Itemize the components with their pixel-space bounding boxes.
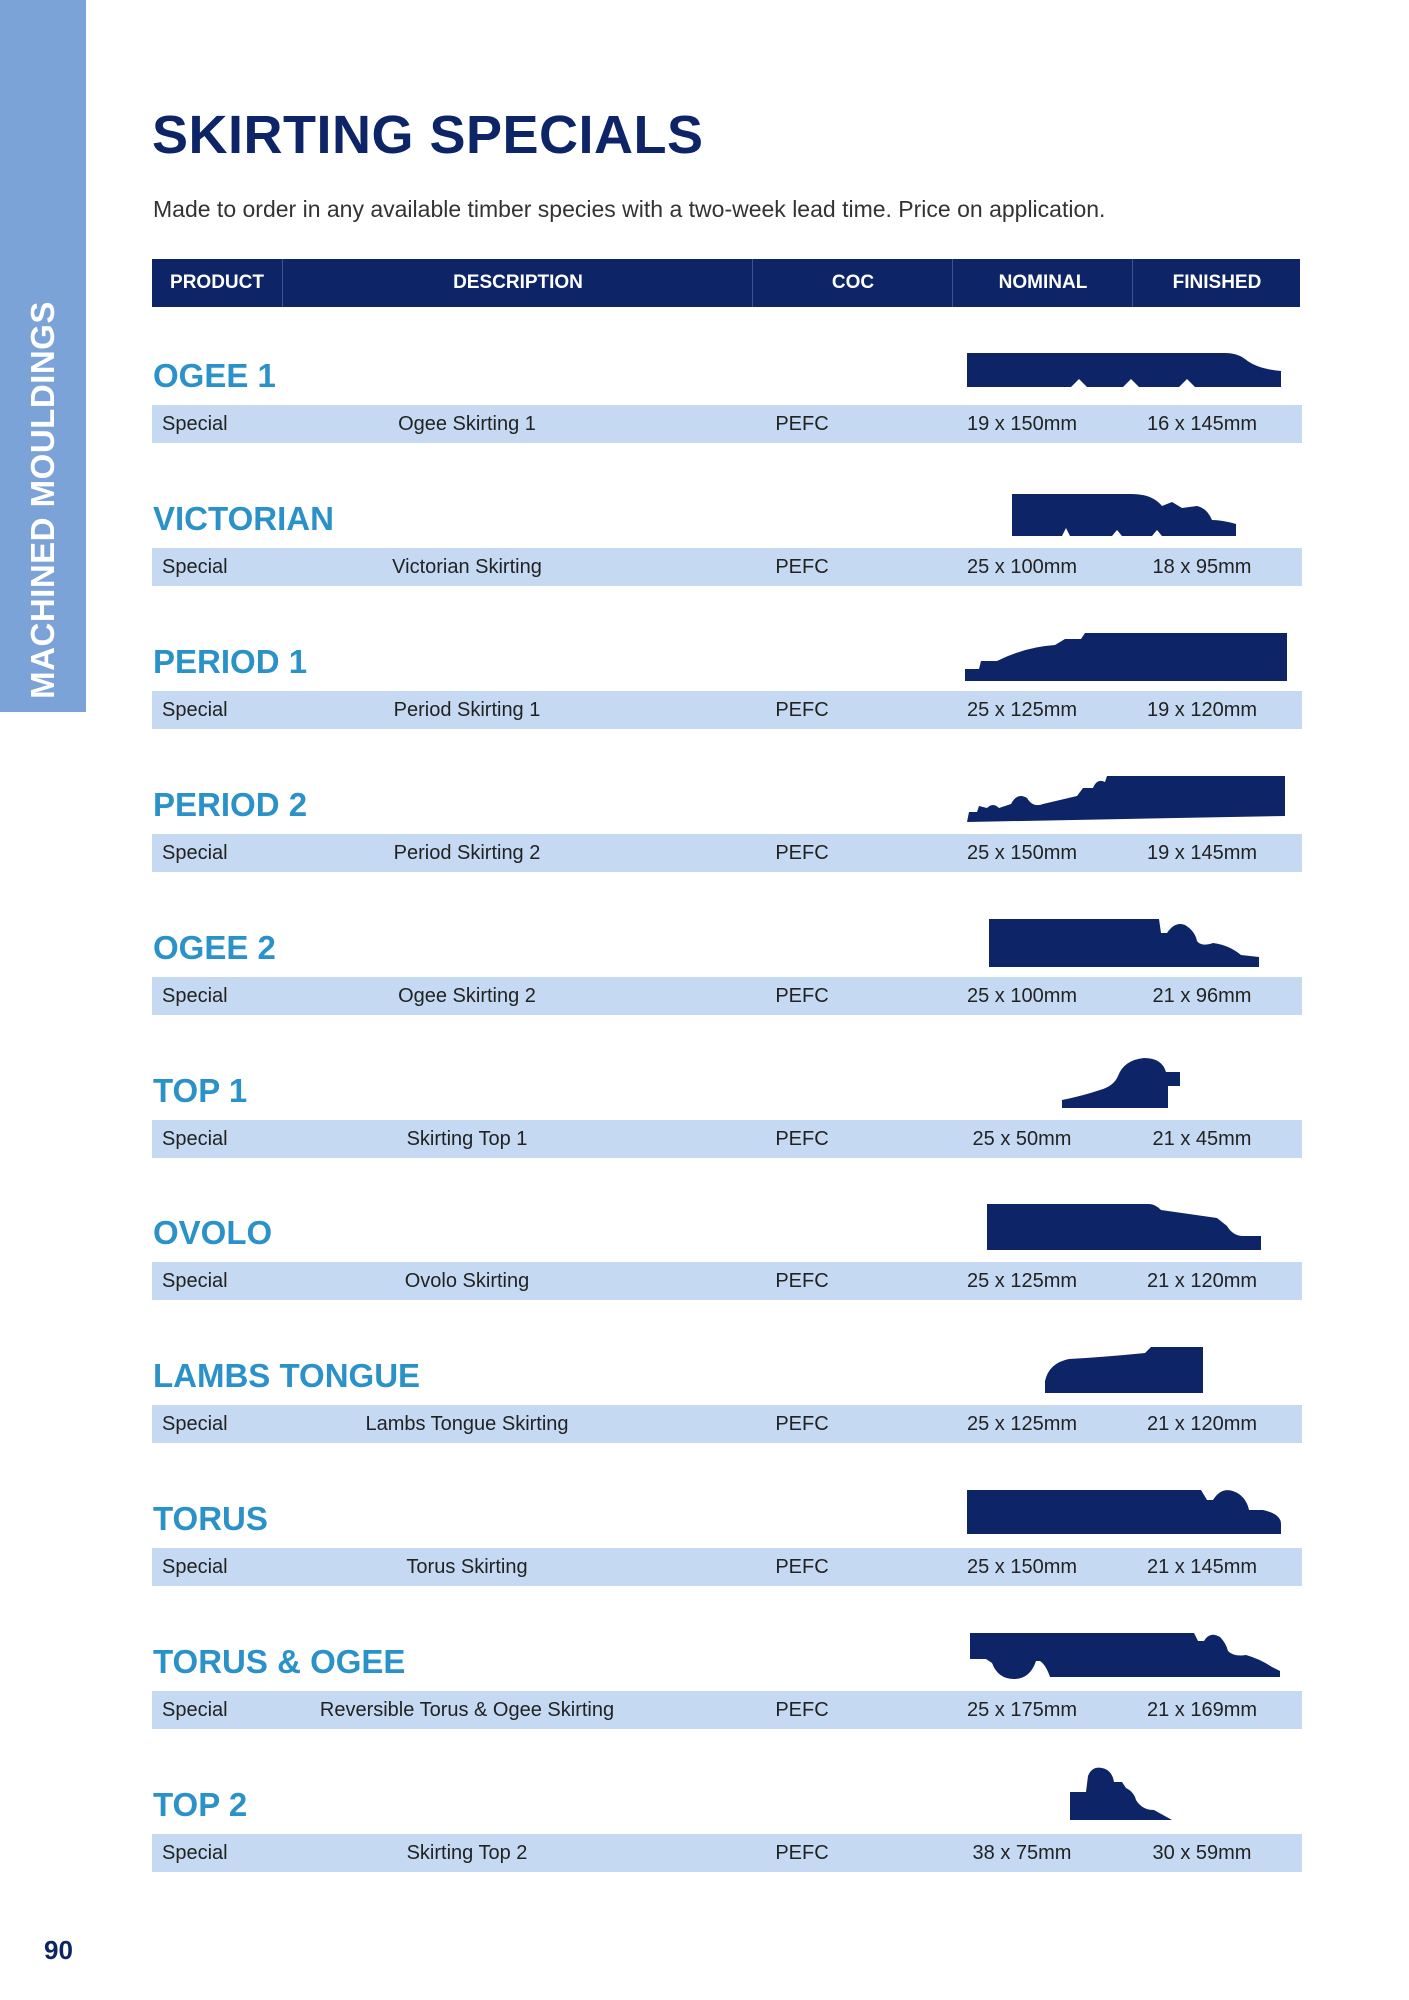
product-title: PERIOD 2 xyxy=(153,786,308,823)
coc-value: PEFC xyxy=(775,413,829,435)
column-header-description: DESCRIPTION xyxy=(282,259,753,307)
product-row-period-1 xyxy=(152,643,1302,786)
product-title: TOP 1 xyxy=(153,1072,248,1109)
coc-value: PEFC xyxy=(775,699,829,721)
product-type: Special xyxy=(162,842,228,864)
table-row xyxy=(152,1405,1302,1443)
nominal-size: 25 x 175mm xyxy=(966,1699,1078,1721)
product-description: Period Skirting 2 xyxy=(393,842,541,864)
product-title: VICTORIAN xyxy=(153,500,334,537)
product-description: Reversible Torus & Ogee Skirting xyxy=(319,1699,615,1721)
product-description: Skirting Top 1 xyxy=(406,1128,528,1150)
product-description: Victorian Skirting xyxy=(392,556,542,578)
nominal-size: 25 x 150mm xyxy=(966,1556,1078,1578)
section-label: MACHINED MOULDINGS xyxy=(24,301,61,699)
product-title: LAMBS TONGUE xyxy=(153,1357,421,1394)
product-title: TORUS & OGEE xyxy=(153,1643,406,1680)
finished-size: 21 x 96mm xyxy=(1152,985,1252,1007)
product-description: Ogee Skirting 2 xyxy=(398,985,536,1007)
table-row xyxy=(152,1548,1302,1586)
product-type: Special xyxy=(162,1842,228,1864)
product-title: TOP 2 xyxy=(153,1786,248,1823)
table-row xyxy=(152,1691,1302,1729)
lambs-tongue-skirting-profile-icon xyxy=(1045,1345,1205,1397)
product-type: Special xyxy=(162,556,228,578)
product-type: Special xyxy=(162,985,228,1007)
table-header xyxy=(152,259,1300,307)
product-title: OGEE 2 xyxy=(153,929,276,966)
column-header-coc: COC xyxy=(752,259,953,307)
product-row-ogee-2 xyxy=(152,929,1302,1072)
coc-value: PEFC xyxy=(775,842,829,864)
product-title: OGEE 1 xyxy=(153,357,276,394)
coc-value: PEFC xyxy=(775,556,829,578)
product-type: Special xyxy=(162,1413,228,1435)
nominal-size: 19 x 150mm xyxy=(966,413,1078,435)
product-description: Period Skirting 1 xyxy=(393,699,541,721)
product-row-victorian xyxy=(152,500,1302,643)
column-header-nominal: NOMINAL xyxy=(952,259,1133,307)
table-row xyxy=(152,1834,1302,1872)
finished-size: 19 x 145mm xyxy=(1146,842,1258,864)
table-row xyxy=(152,834,1302,872)
finished-size: 21 x 120mm xyxy=(1146,1270,1258,1292)
coc-value: PEFC xyxy=(775,1842,829,1864)
product-title: OVOLO xyxy=(153,1214,273,1251)
table-row xyxy=(152,1120,1302,1158)
product-type: Special xyxy=(162,1128,228,1150)
product-type: Special xyxy=(162,413,228,435)
page-number: 90 xyxy=(44,1935,73,1965)
ovolo-skirting-profile-icon xyxy=(987,1202,1267,1254)
nominal-size: 25 x 125mm xyxy=(966,1270,1078,1292)
coc-value: PEFC xyxy=(775,1128,829,1150)
product-description: Torus Skirting xyxy=(406,1556,528,1578)
product-title: TORUS xyxy=(153,1500,268,1537)
victorian-skirting-profile-icon xyxy=(1012,492,1242,540)
finished-size: 18 x 95mm xyxy=(1152,556,1252,578)
coc-value: PEFC xyxy=(775,1556,829,1578)
product-row-lambs-tongue xyxy=(152,1357,1302,1500)
finished-size: 19 x 120mm xyxy=(1146,699,1258,721)
page-subtitle: Made to order in any available timber species with a two-week lead time. Price on application. xyxy=(153,196,1106,222)
nominal-size: 25 x 150mm xyxy=(966,842,1078,864)
torus-ogee-skirting-profile-icon xyxy=(970,1631,1286,1683)
product-description: Ogee Skirting 1 xyxy=(398,413,536,435)
product-description: Ovolo Skirting xyxy=(404,1270,530,1292)
skirting-top-profile-icon xyxy=(1070,1766,1178,1824)
product-description: Skirting Top 2 xyxy=(406,1842,528,1864)
product-row-ogee-1 xyxy=(152,357,1302,500)
nominal-size: 25 x 100mm xyxy=(966,985,1078,1007)
ogee-skirting-profile-icon xyxy=(967,351,1287,395)
product-type: Special xyxy=(162,1270,228,1292)
product-row-torus xyxy=(152,1500,1302,1643)
product-row-period-2 xyxy=(152,786,1302,929)
skirting-top-profile-icon xyxy=(1062,1056,1192,1112)
nominal-size: 25 x 125mm xyxy=(966,699,1078,721)
product-title: PERIOD 1 xyxy=(153,643,308,680)
coc-value: PEFC xyxy=(775,985,829,1007)
torus-skirting-profile-icon xyxy=(967,1488,1287,1540)
product-type: Special xyxy=(162,1699,228,1721)
finished-size: 21 x 169mm xyxy=(1146,1699,1258,1721)
table-row xyxy=(152,1262,1302,1300)
section-side-tab xyxy=(0,0,86,712)
product-description: Lambs Tongue Skirting xyxy=(365,1413,569,1435)
product-type: Special xyxy=(162,1556,228,1578)
ogee-skirting-profile-icon xyxy=(989,917,1265,969)
period-skirting-profile-icon xyxy=(965,631,1289,683)
product-row-top-1 xyxy=(152,1072,1302,1215)
column-header-product: PRODUCT xyxy=(170,272,264,293)
coc-value: PEFC xyxy=(775,1413,829,1435)
product-row-ovolo xyxy=(152,1214,1302,1357)
product-row-torus-ogee xyxy=(152,1643,1302,1786)
coc-value: PEFC xyxy=(775,1270,829,1292)
nominal-size: 25 x 50mm xyxy=(972,1128,1072,1150)
period-skirting-profile-icon xyxy=(967,774,1287,826)
finished-size: 16 x 145mm xyxy=(1146,413,1258,435)
coc-value: PEFC xyxy=(775,1699,829,1721)
finished-size: 30 x 59mm xyxy=(1152,1842,1252,1864)
nominal-size: 25 x 125mm xyxy=(966,1413,1078,1435)
table-row xyxy=(152,691,1302,729)
page-title: SKIRTING SPECIALS xyxy=(152,105,704,165)
column-header-finished: FINISHED xyxy=(1132,259,1301,307)
nominal-size: 25 x 100mm xyxy=(966,556,1078,578)
table-row xyxy=(152,977,1302,1015)
product-row-top-2 xyxy=(152,1786,1302,1929)
nominal-size: 38 x 75mm xyxy=(972,1842,1072,1864)
finished-size: 21 x 145mm xyxy=(1146,1556,1258,1578)
table-row xyxy=(152,548,1302,586)
product-type: Special xyxy=(162,699,228,721)
finished-size: 21 x 45mm xyxy=(1152,1128,1252,1150)
finished-size: 21 x 120mm xyxy=(1146,1413,1258,1435)
table-row xyxy=(152,405,1302,443)
